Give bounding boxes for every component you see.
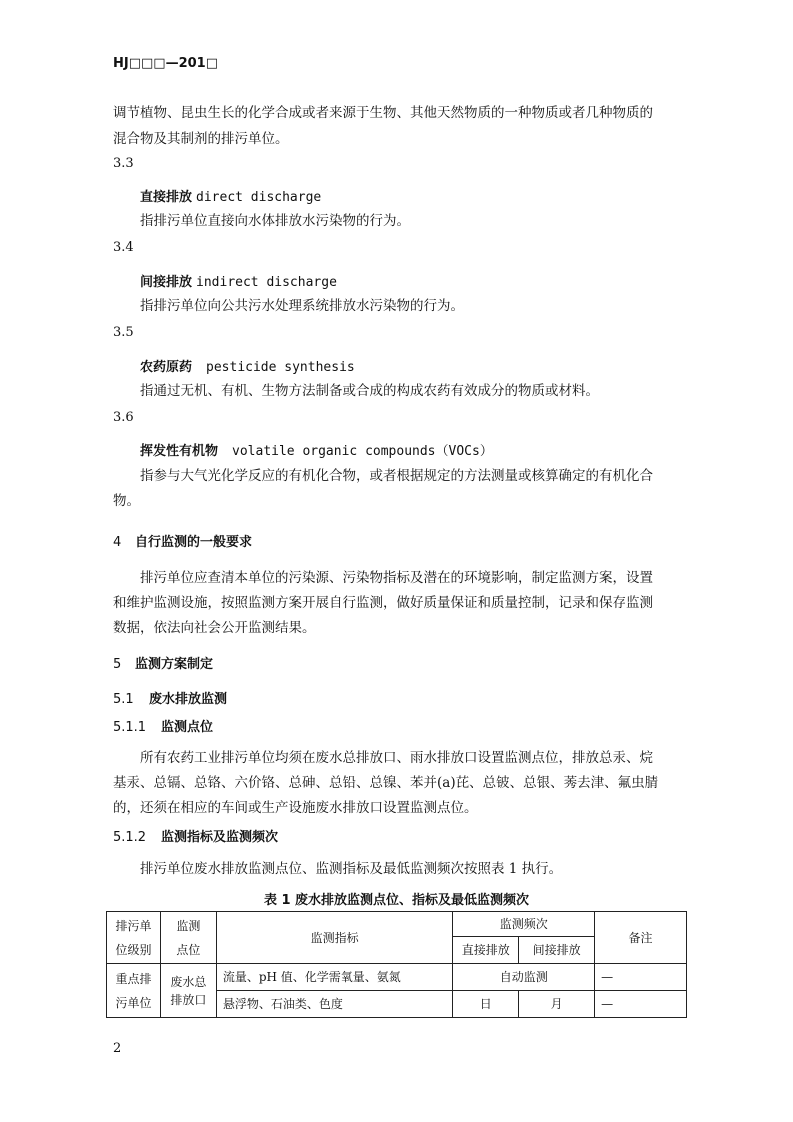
paragraph-line: 所有农药工业排污单位均须在废水总排放口、雨水排放口设置监测点位，排放总汞、烷	[140, 750, 653, 766]
definition-term	[140, 271, 337, 290]
term-chinese: 直接排放	[140, 190, 193, 205]
cell-indicator: 流量、pH 值、化学需氧量、氨氮	[216, 964, 453, 991]
definition-text: 指排污单位向公共污水处理系统排放水污染物的行为。	[140, 298, 464, 314]
standard-code: HJ□□□—201□	[113, 56, 218, 71]
paragraph-line: 排污单位废水排放监测点位、监测指标及最低监测频次按照表 1 执行。	[140, 861, 563, 877]
table-caption: 表 1 废水排放监测点位、指标及最低监测频次	[263, 893, 530, 908]
definition-text: 指排污单位直接向水体排放水污染物的行为。	[140, 213, 410, 229]
header-indirect: 间接排放	[519, 937, 595, 964]
intro-line-2: 混合物及其制剂的排污单位。	[113, 131, 289, 147]
page-number: 2	[113, 1041, 122, 1056]
monitoring-table	[106, 911, 687, 1018]
cell-direct: 日	[453, 991, 519, 1018]
definition-number: 3.5	[113, 325, 134, 340]
paragraph-line: 和维护监测设施，按照监测方案开展自行监测，做好质量保证和质量控制，记录和保存监测	[113, 595, 653, 611]
definition-term	[140, 440, 493, 459]
term-english: direct discharge	[196, 190, 322, 205]
section-heading	[113, 531, 252, 550]
definition-text: 指通过无机、有机、生物方法制备或合成的构成农药有效成分的物质或材料。	[140, 383, 599, 399]
header-level: 排污单 位级别	[107, 912, 161, 964]
header-point: 监测 点位	[160, 912, 216, 964]
section-number: 4	[113, 535, 122, 550]
section-title: 监测指标及监测频次	[161, 830, 279, 845]
section-number: 5.1	[113, 692, 134, 707]
section-number: 5	[113, 657, 122, 672]
cell-level: 重点排 污单位	[107, 964, 161, 1018]
term-chinese: 挥发性有机物	[140, 444, 219, 459]
section-heading	[113, 826, 278, 845]
cell-indicator: 悬浮物、石油类、色度	[216, 991, 453, 1018]
table-header-row	[107, 912, 687, 937]
header-indicator: 监测指标	[216, 912, 453, 964]
paragraph-line: 基汞、总镉、总铬、六价铬、总砷、总铅、总镍、苯并(a)芘、总铍、总银、莠去津、氟虫腈	[113, 775, 659, 791]
definition-number: 3.6	[113, 410, 134, 425]
section-number: 5.1.2	[113, 830, 147, 845]
term-chinese: 农药原药	[140, 360, 193, 375]
section-title: 废水排放监测	[149, 692, 228, 707]
section-title: 监测点位	[161, 720, 214, 735]
definition-number: 3.4	[113, 240, 134, 255]
section-heading	[113, 688, 227, 707]
term-english: volatile organic compounds（VOCs）	[232, 444, 493, 459]
table-row	[107, 964, 687, 991]
term-chinese: 间接排放	[140, 275, 193, 290]
header-remark: 备注	[595, 912, 687, 964]
section-heading	[113, 716, 213, 735]
cell-frequency: 自动监测	[453, 964, 595, 991]
cell-remark: —	[595, 964, 687, 991]
definition-text: 物。	[113, 493, 140, 509]
cell-indirect: 月	[519, 991, 595, 1018]
paragraph-line: 排污单位应查清本单位的污染源、污染物指标及潜在的环境影响，制定监测方案，设置	[140, 570, 653, 586]
section-title: 监测方案制定	[135, 657, 214, 672]
paragraph-line: 的，还须在相应的车间或生产设施废水排放口设置监测点位。	[113, 800, 478, 816]
term-english: indirect discharge	[196, 275, 337, 290]
header-direct: 直接排放	[453, 937, 519, 964]
section-number: 5.1.1	[113, 720, 147, 735]
definition-term	[140, 356, 355, 375]
definition-number: 3.3	[113, 156, 134, 171]
section-title: 自行监测的一般要求	[135, 535, 253, 550]
term-english: pesticide synthesis	[206, 360, 355, 375]
cell-remark: —	[595, 991, 687, 1018]
intro-line-1: 调节植物、昆虫生长的化学合成或者来源于生物、其他天然物质的一种物质或者几种物质的	[113, 105, 653, 121]
paragraph-line: 数据，依法向社会公开监测结果。	[113, 620, 316, 636]
definition-text: 指参与大气光化学反应的有机化合物，或者根据规定的方法测量或核算确定的有机化合	[140, 468, 653, 484]
header-frequency: 监测频次	[453, 912, 595, 937]
cell-point: 废水总 排放口	[160, 964, 216, 1018]
section-heading	[113, 653, 213, 672]
definition-term	[140, 186, 321, 205]
